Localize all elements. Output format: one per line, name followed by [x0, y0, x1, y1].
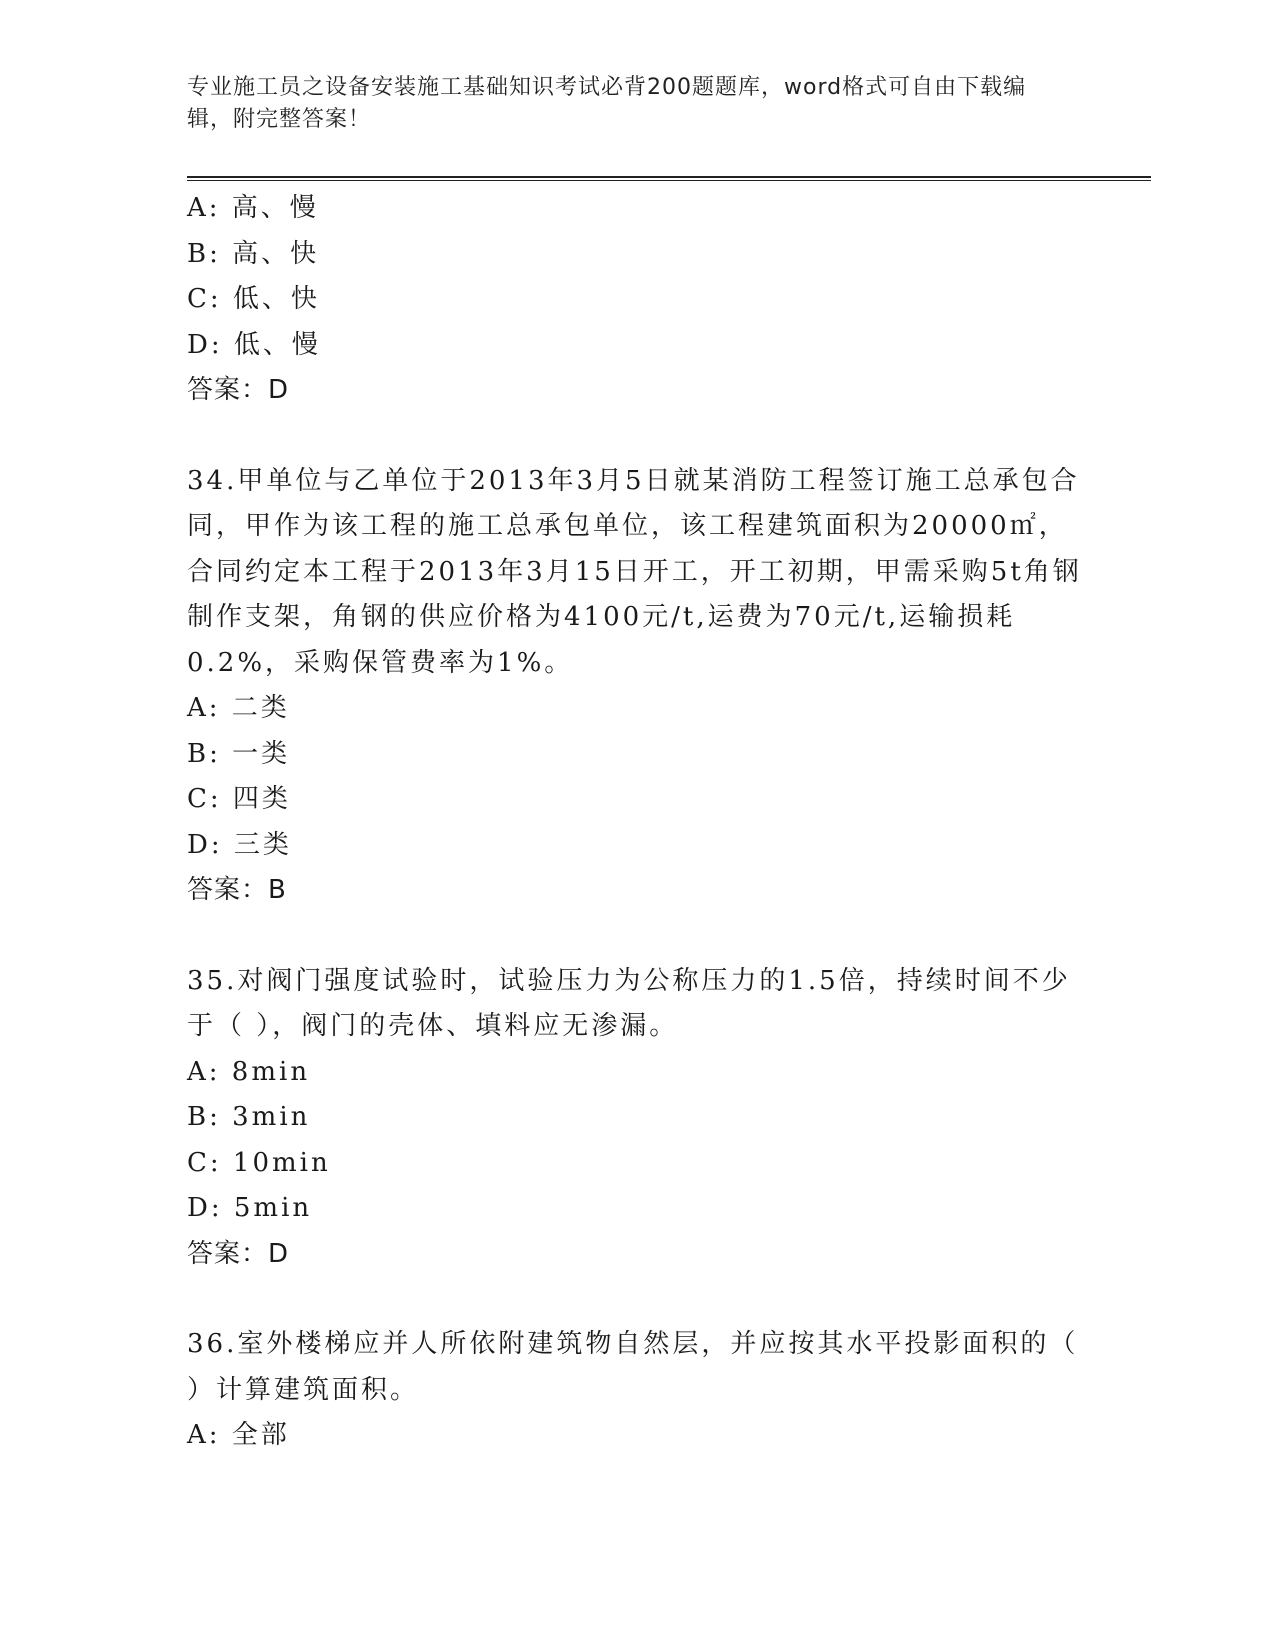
document-body [187, 186, 1087, 1459]
option-d: D: 5min [187, 1193, 313, 1223]
document-header: 专业施工员之设备安装施工基础知识考试必背200题题库，word格式可自由下载编辑，附完整答案！ [187, 75, 1027, 132]
answer-line: 答案：B [187, 875, 287, 905]
question-stem: 34.甲单位与乙单位于2013年3月5日就某消防工程签订施工总承包合同，甲作为该工程的施工总承包单位，该工程建筑面积为20000㎡，合同约定本工程于2013年3月15日开工，开工初期，甲需采购5t角钢制作支架，角钢的供应价格为4100元/t,运费为70元/t,运输损耗0.2%，采购保管费率为1%。 [187, 465, 1082, 678]
answer-line: 答案：D [187, 1238, 290, 1269]
question-33 [187, 186, 1087, 414]
option-d: D: 三类 [187, 829, 292, 860]
option-a: A: 8min [187, 1056, 311, 1087]
question-36 [187, 1322, 1087, 1459]
question-34 [187, 459, 1087, 914]
header-divider [187, 176, 1151, 181]
option-b: B: 高、快 [187, 238, 320, 269]
option-d: D: 低、慢 [187, 329, 321, 360]
option-c: C: 低、快 [187, 284, 320, 314]
answer-line: 答案：D [187, 375, 290, 405]
option-a: A: 全部 [187, 1420, 290, 1450]
option-a: A: 二类 [187, 693, 290, 723]
question-stem: 35.对阀门强度试验时，试验压力为公称压力的1.5倍，持续时间不少于（ ），阀门的壳体、填料应无渗漏。 [187, 965, 1071, 1041]
question-stem: 36.室外楼梯应并人所依附建筑物自然层，并应按其水平投影面积的（ ）计算建筑面积。 [187, 1329, 1079, 1405]
option-a: A: 高、慢 [187, 193, 319, 223]
option-c: C: 四类 [187, 784, 291, 814]
option-c: C: 10min [187, 1147, 331, 1178]
option-b: B: 3min [187, 1102, 311, 1132]
option-b: B: 一类 [187, 738, 291, 769]
question-35 [187, 959, 1087, 1278]
